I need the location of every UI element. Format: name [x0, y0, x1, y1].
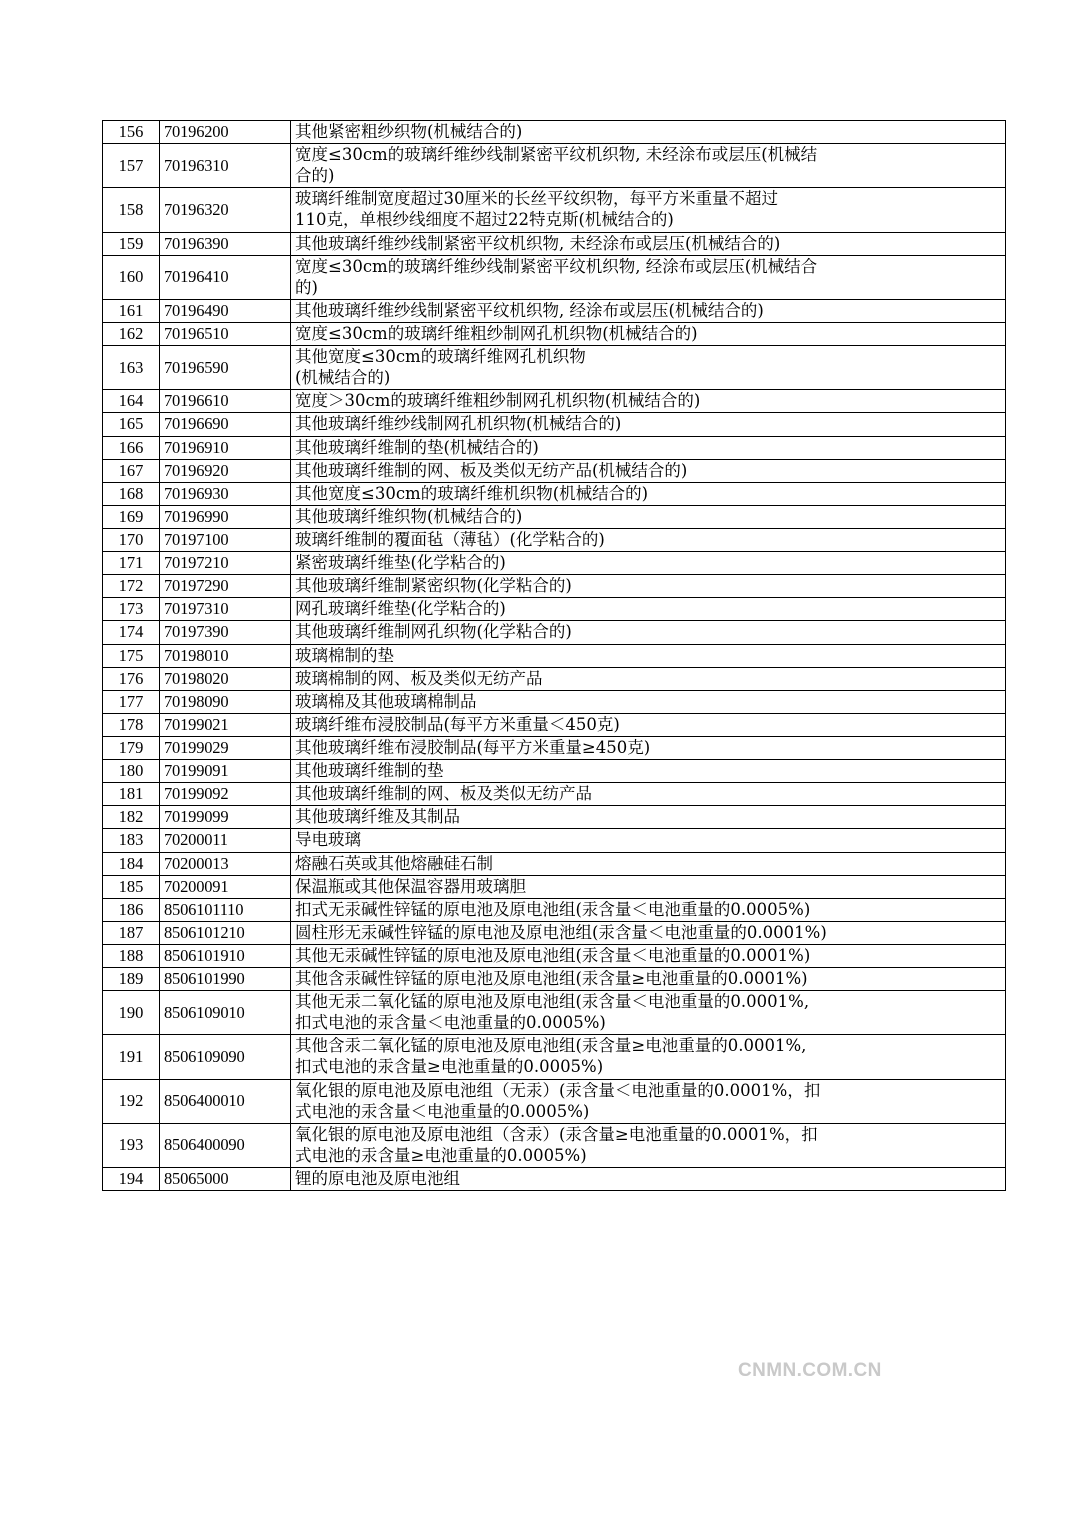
- tariff-code-cell: 85065000: [160, 1168, 291, 1191]
- description-line: 其他紧密粗纱织物(机械结合的): [295, 122, 523, 141]
- description-line: 其他玻璃纤维布浸胶制品(每平方米重量≥450克): [295, 737, 651, 757]
- tariff-code-cell: 70199029: [160, 736, 291, 759]
- row-index-cell: 178: [103, 713, 160, 736]
- row-index-cell: 177: [103, 690, 160, 713]
- row-index-cell: 164: [103, 390, 160, 413]
- row-index-cell: 188: [103, 944, 160, 967]
- row-index-cell: 175: [103, 644, 160, 667]
- table-row: [103, 736, 1006, 759]
- goods-description-cell: [291, 188, 1006, 232]
- table-row: [103, 667, 1006, 690]
- tariff-code-cell: 70198090: [160, 690, 291, 713]
- tariff-table: [102, 120, 1006, 1191]
- goods-description-cell: [291, 921, 1006, 944]
- row-index-cell: 187: [103, 921, 160, 944]
- row-index-cell: 174: [103, 621, 160, 644]
- row-index-cell: 167: [103, 459, 160, 482]
- goods-description-cell: [291, 644, 1006, 667]
- row-index-cell: 159: [103, 232, 160, 255]
- tariff-code-cell: 8506109010: [160, 991, 291, 1035]
- goods-description-cell: [291, 322, 1006, 345]
- description-line: 其他玻璃纤维制的垫(机械结合的): [295, 437, 539, 457]
- goods-description-cell: [291, 760, 1006, 783]
- goods-description-cell: [291, 991, 1006, 1035]
- table-row: [103, 299, 1006, 322]
- tariff-code-cell: 70198010: [160, 644, 291, 667]
- goods-description-cell: [291, 1168, 1006, 1191]
- table-row: [103, 644, 1006, 667]
- description-line: 其他含汞碱性锌锰的原电池及原电池组(汞含量≥电池重量的0.0001%): [295, 969, 808, 989]
- tariff-code-cell: 70196310: [160, 144, 291, 188]
- goods-description-cell: [291, 459, 1006, 482]
- row-index-cell: 157: [103, 144, 160, 188]
- table-row: [103, 144, 1006, 188]
- row-index-cell: 168: [103, 482, 160, 505]
- goods-description-cell: [291, 552, 1006, 575]
- tariff-code-cell: 70198020: [160, 667, 291, 690]
- row-index-cell: 192: [103, 1079, 160, 1123]
- table-row: [103, 188, 1006, 232]
- table-row: [103, 898, 1006, 921]
- goods-description-cell: [291, 299, 1006, 322]
- goods-description-cell: [291, 944, 1006, 967]
- table-row: [103, 760, 1006, 783]
- description-line: 玻璃棉制的网、板及类似无纺产品: [295, 668, 543, 688]
- table-row: [103, 852, 1006, 875]
- tariff-code-cell: 70196200: [160, 121, 291, 144]
- table-row: [103, 1123, 1006, 1167]
- tariff-code-cell: 70199021: [160, 713, 291, 736]
- goods-description-cell: [291, 482, 1006, 505]
- tariff-code-cell: 70196320: [160, 188, 291, 232]
- description-line: 合的): [295, 166, 335, 186]
- tariff-table-container: [102, 120, 978, 1191]
- goods-description-cell: [291, 667, 1006, 690]
- description-line: 网孔玻璃纤维垫(化学粘合的): [295, 599, 506, 619]
- table-row: [103, 505, 1006, 528]
- goods-description-cell: [291, 1035, 1006, 1079]
- description-line: 其他宽度≤30cm的玻璃纤维机织物(机械结合的): [295, 483, 649, 503]
- tariff-code-cell: 70196910: [160, 436, 291, 459]
- table-row: [103, 121, 1006, 144]
- row-index-cell: 165: [103, 413, 160, 436]
- description-line: 宽度＞30cm的玻璃纤维粗纱制网孔机织物(机械结合的): [295, 391, 701, 411]
- description-line: 其他宽度≤30cm的玻璃纤维网孔机织物: [295, 347, 586, 367]
- tariff-code-cell: 70200091: [160, 875, 291, 898]
- row-index-cell: 161: [103, 299, 160, 322]
- row-index-cell: 173: [103, 598, 160, 621]
- description-line: 其他玻璃纤维制的网、板及类似无纺产品(机械结合的): [295, 460, 688, 480]
- table-row: [103, 528, 1006, 551]
- table-row: [103, 968, 1006, 991]
- tariff-code-cell: 70199091: [160, 760, 291, 783]
- row-index-cell: 169: [103, 505, 160, 528]
- description-line: 导电玻璃: [295, 830, 361, 850]
- goods-description-cell: [291, 736, 1006, 759]
- row-index-cell: 172: [103, 575, 160, 598]
- row-index-cell: 176: [103, 667, 160, 690]
- tariff-code-cell: 70197210: [160, 552, 291, 575]
- goods-description-cell: [291, 968, 1006, 991]
- description-line: 其他玻璃纤维纱线制网孔机织物(机械结合的): [295, 414, 622, 434]
- row-index-cell: 179: [103, 736, 160, 759]
- tariff-code-cell: 8506400090: [160, 1123, 291, 1167]
- description-line: 保温瓶或其他保温容器用玻璃胆: [295, 876, 526, 896]
- goods-description-cell: [291, 144, 1006, 188]
- row-index-cell: 194: [103, 1168, 160, 1191]
- table-row: [103, 1035, 1006, 1079]
- goods-description-cell: [291, 528, 1006, 551]
- tariff-code-cell: 70196690: [160, 413, 291, 436]
- tariff-code-cell: 70196930: [160, 482, 291, 505]
- description-line: 其他无汞二氧化锰的原电池及原电池组(汞含量＜电池重量的0.0001%,: [295, 992, 810, 1012]
- tariff-code-cell: 8506400010: [160, 1079, 291, 1123]
- row-index-cell: 184: [103, 852, 160, 875]
- description-line: 宽度≤30cm的玻璃纤维纱线制紧密平纹机织物, 经涂布或层压(机械结合: [295, 256, 818, 276]
- tariff-code-cell: 70196490: [160, 299, 291, 322]
- tariff-code-cell: 70196510: [160, 322, 291, 345]
- tariff-code-cell: 8506101990: [160, 968, 291, 991]
- description-line: 其他玻璃纤维制的垫: [295, 761, 444, 781]
- row-index-cell: 162: [103, 322, 160, 345]
- description-line: 其他玻璃纤维制紧密织物(化学粘合的): [295, 576, 572, 596]
- tariff-code-cell: 70199099: [160, 806, 291, 829]
- table-row: [103, 552, 1006, 575]
- goods-description-cell: [291, 598, 1006, 621]
- row-index-cell: 160: [103, 255, 160, 299]
- row-index-cell: 180: [103, 760, 160, 783]
- description-line: 氧化银的原电池及原电池组（无汞）(汞含量＜电池重量的0.0001%，扣: [295, 1080, 821, 1100]
- description-line: 其他含汞二氧化锰的原电池及原电池组(汞含量≥电池重量的0.0001%,: [295, 1036, 807, 1056]
- goods-description-cell: [291, 852, 1006, 875]
- table-row: [103, 829, 1006, 852]
- row-index-cell: 191: [103, 1035, 160, 1079]
- description-line: 其他无汞碱性锌锰的原电池及原电池组(汞含量＜电池重量的0.0001%): [295, 945, 811, 965]
- row-index-cell: 186: [103, 898, 160, 921]
- table-row: [103, 390, 1006, 413]
- goods-description-cell: [291, 898, 1006, 921]
- description-line: 的): [295, 277, 318, 297]
- row-index-cell: 163: [103, 346, 160, 390]
- description-line: 扣式电池的汞含量≥电池重量的0.0005%): [295, 1057, 604, 1077]
- description-line: 扣式电池的汞含量＜电池重量的0.0005%): [295, 1013, 606, 1033]
- row-index-cell: 185: [103, 875, 160, 898]
- description-line: 其他玻璃纤维织物(机械结合的): [295, 506, 523, 526]
- description-line: 玻璃纤维制宽度超过30厘米的长丝平纹织物，每平方米重量不超过: [295, 189, 778, 209]
- tariff-code-cell: 70197390: [160, 621, 291, 644]
- goods-description-cell: [291, 390, 1006, 413]
- goods-description-cell: [291, 121, 1006, 144]
- table-row: [103, 575, 1006, 598]
- goods-description-cell: [291, 621, 1006, 644]
- tariff-code-cell: 8506101110: [160, 898, 291, 921]
- tariff-code-cell: 70196390: [160, 232, 291, 255]
- table-row: [103, 921, 1006, 944]
- tariff-code-cell: 70200013: [160, 852, 291, 875]
- tariff-code-cell: 70197290: [160, 575, 291, 598]
- tariff-code-cell: 70196990: [160, 505, 291, 528]
- table-row: [103, 713, 1006, 736]
- row-index-cell: 189: [103, 968, 160, 991]
- goods-description-cell: [291, 346, 1006, 390]
- tariff-code-cell: 8506101910: [160, 944, 291, 967]
- table-row: [103, 806, 1006, 829]
- description-line: 其他玻璃纤维及其制品: [295, 807, 460, 827]
- description-line: 锂的原电池及原电池组: [295, 1169, 460, 1189]
- table-row: [103, 1079, 1006, 1123]
- goods-description-cell: [291, 255, 1006, 299]
- description-line: 玻璃纤维制的覆面毡（薄毡）(化学粘合的): [295, 529, 605, 549]
- description-line: 氧化银的原电池及原电池组（含汞）(汞含量≥电池重量的0.0001%，扣: [295, 1124, 818, 1144]
- description-line: 宽度≤30cm的玻璃纤维纱线制紧密平纹机织物, 未经涂布或层压(机械结: [295, 145, 818, 165]
- row-index-cell: 166: [103, 436, 160, 459]
- table-row: [103, 413, 1006, 436]
- description-line: 其他玻璃纤维纱线制紧密平纹机织物, 未经涂布或层压(机械结合的): [295, 233, 781, 253]
- table-row: [103, 482, 1006, 505]
- description-line: 紧密玻璃纤维垫(化学粘合的): [295, 553, 506, 573]
- row-index-cell: 158: [103, 188, 160, 232]
- table-row: [103, 255, 1006, 299]
- tariff-code-cell: 70200011: [160, 829, 291, 852]
- tariff-code-cell: 70196410: [160, 255, 291, 299]
- tariff-code-cell: 8506109090: [160, 1035, 291, 1079]
- description-line: 熔融石英或其他熔融硅石制: [295, 853, 493, 873]
- table-row: [103, 783, 1006, 806]
- table-row: [103, 436, 1006, 459]
- goods-description-cell: [291, 436, 1006, 459]
- goods-description-cell: [291, 806, 1006, 829]
- tariff-table-body: [103, 121, 1006, 1191]
- goods-description-cell: [291, 875, 1006, 898]
- description-line: 式电池的汞含量＜电池重量的0.0005%): [295, 1101, 590, 1121]
- tariff-code-cell: 70196920: [160, 459, 291, 482]
- description-line: (机械结合的): [295, 368, 391, 388]
- goods-description-cell: [291, 829, 1006, 852]
- goods-description-cell: [291, 413, 1006, 436]
- watermark-text: CNMN.COM.CN: [738, 1360, 882, 1381]
- description-line: 扣式无汞碱性锌锰的原电池及原电池组(汞含量＜电池重量的0.0005%): [295, 899, 811, 919]
- table-row: [103, 322, 1006, 345]
- description-line: 110克，单根纱线细度不超过22特克斯(机械结合的): [295, 210, 674, 230]
- description-line: 玻璃棉及其他玻璃棉制品: [295, 691, 477, 711]
- tariff-code-cell: 70196590: [160, 346, 291, 390]
- table-row: [103, 598, 1006, 621]
- tariff-code-cell: 70197310: [160, 598, 291, 621]
- row-index-cell: 183: [103, 829, 160, 852]
- row-index-cell: 181: [103, 783, 160, 806]
- tariff-code-cell: 70197100: [160, 528, 291, 551]
- row-index-cell: 170: [103, 528, 160, 551]
- row-index-cell: 190: [103, 991, 160, 1035]
- goods-description-cell: [291, 1079, 1006, 1123]
- goods-description-cell: [291, 690, 1006, 713]
- table-row: [103, 346, 1006, 390]
- row-index-cell: 193: [103, 1123, 160, 1167]
- description-line: 其他玻璃纤维制的网、板及类似无纺产品: [295, 784, 592, 804]
- table-row: [103, 459, 1006, 482]
- row-index-cell: 182: [103, 806, 160, 829]
- goods-description-cell: [291, 1123, 1006, 1167]
- goods-description-cell: [291, 505, 1006, 528]
- tariff-code-cell: 70199092: [160, 783, 291, 806]
- row-index-cell: 156: [103, 121, 160, 144]
- description-line: 玻璃棉制的垫: [295, 645, 394, 665]
- table-row: [103, 875, 1006, 898]
- table-row: [103, 690, 1006, 713]
- table-row: [103, 1168, 1006, 1191]
- description-line: 玻璃纤维布浸胶制品(每平方米重量＜450克): [295, 714, 620, 734]
- tariff-code-cell: 8506101210: [160, 921, 291, 944]
- goods-description-cell: [291, 713, 1006, 736]
- description-line: 圆柱形无汞碱性锌锰的原电池及原电池组(汞含量＜电池重量的0.0001%): [295, 922, 827, 942]
- row-index-cell: 171: [103, 552, 160, 575]
- table-row: [103, 621, 1006, 644]
- goods-description-cell: [291, 232, 1006, 255]
- description-line: 宽度≤30cm的玻璃纤维粗纱制网孔机织物(机械结合的): [295, 323, 698, 343]
- description-line: 式电池的汞含量≥电池重量的0.0005%): [295, 1145, 587, 1165]
- table-row: [103, 944, 1006, 967]
- goods-description-cell: [291, 575, 1006, 598]
- table-row: [103, 232, 1006, 255]
- table-row: [103, 991, 1006, 1035]
- description-line: 其他玻璃纤维制网孔织物(化学粘合的): [295, 622, 572, 642]
- tariff-code-cell: 70196610: [160, 390, 291, 413]
- description-line: 其他玻璃纤维纱线制紧密平纹机织物, 经涂布或层压(机械结合的): [295, 300, 764, 320]
- goods-description-cell: [291, 783, 1006, 806]
